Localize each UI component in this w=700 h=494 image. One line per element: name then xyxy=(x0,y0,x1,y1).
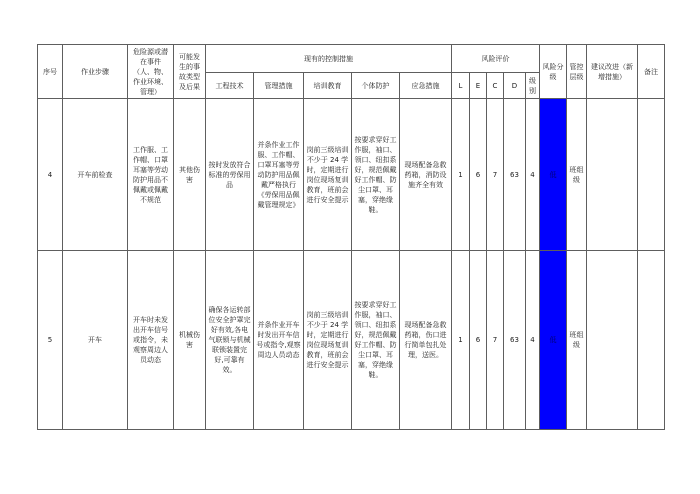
cell-emergency: 现场配备急救药箱，消防设施齐全有效 xyxy=(400,99,452,251)
cell-D: 63 xyxy=(504,99,526,251)
col-header-controls-group: 现有的控制措施 xyxy=(206,45,452,73)
cell-seq: 5 xyxy=(38,251,63,430)
col-header-accident: 可能发生的事故类型及后果 xyxy=(174,45,206,99)
table-row xyxy=(38,99,665,251)
cell-seq: 4 xyxy=(38,99,63,251)
cell-E: 6 xyxy=(470,251,487,430)
cell-level: 4 xyxy=(526,251,540,430)
table-body xyxy=(38,99,665,430)
cell-training: 岗前三级培训不少于 24 学时，定期进行岗位现场复训教育，班前会进行安全提示 xyxy=(304,99,352,251)
col-header-step: 作业步骤 xyxy=(63,45,128,99)
cell-control-level: 班组级 xyxy=(567,251,587,430)
cell-step: 开车前检查 xyxy=(63,99,128,251)
col-header-risk-rank: 风险分级 xyxy=(540,45,567,99)
cell-accident: 机械伤害 xyxy=(174,251,206,430)
col-header-L: L xyxy=(452,73,470,99)
risk-assessment-table xyxy=(37,44,665,430)
cell-L: 1 xyxy=(452,99,470,251)
col-header-level: 级别 xyxy=(526,73,540,99)
cell-emergency: 现场配备急救药箱，伤口进行简单包扎处理，送医。 xyxy=(400,251,452,430)
cell-step: 开车 xyxy=(63,251,128,430)
cell-hazard: 开车时未发出开车信号或指令，未观察周边人员动态 xyxy=(128,251,174,430)
header-row-group xyxy=(38,45,665,73)
cell-remark xyxy=(638,99,665,251)
cell-level: 4 xyxy=(526,99,540,251)
col-header-D: D xyxy=(504,73,526,99)
table-row xyxy=(38,251,665,430)
col-header-suggestion: 建议改进（新增措施） xyxy=(587,45,638,99)
cell-suggestion xyxy=(587,99,638,251)
table-header xyxy=(38,45,665,99)
cell-management: 并条作业工作服、工作帽、口罩耳塞等劳动防护用品佩戴严格执行《劳保用品佩戴管理规定》 xyxy=(254,99,304,251)
cell-engineering: 按时发放符合标准的劳保用品 xyxy=(206,99,254,251)
cell-ppe: 按要求穿好工作服，袖口、领口、纽扣系好，规范佩戴好工作帽、防尘口罩、耳塞，穿绝缘鞋。 xyxy=(352,99,400,251)
cell-E: 6 xyxy=(470,99,487,251)
cell-remark xyxy=(638,251,665,430)
col-header-risk-group: 风险评价 xyxy=(452,45,540,73)
cell-L: 1 xyxy=(452,251,470,430)
col-header-remark: 备注 xyxy=(638,45,665,99)
col-header-management: 管理措施 xyxy=(254,73,304,99)
cell-risk-rank: 低 xyxy=(540,251,567,430)
col-header-C: C xyxy=(487,73,504,99)
cell-hazard: 工作服、工作帽、口罩耳塞等劳动防护用品不佩戴或佩戴不规范 xyxy=(128,99,174,251)
col-header-control-level: 管控层级 xyxy=(567,45,587,99)
cell-control-level: 班组级 xyxy=(567,99,587,251)
col-header-engineering: 工程技术 xyxy=(206,73,254,99)
col-header-seq: 序号 xyxy=(38,45,63,99)
cell-suggestion xyxy=(587,251,638,430)
col-header-hazard: 危险源或潜在事件（人、物、作业环境、管理） xyxy=(128,45,174,99)
cell-D: 63 xyxy=(504,251,526,430)
cell-engineering: 确保各运转部位安全护罩完好有效,各电气联锁与机械联锁装置完好,可靠有效。 xyxy=(206,251,254,430)
col-header-training: 培训教育 xyxy=(304,73,352,99)
cell-risk-rank: 低 xyxy=(540,99,567,251)
cell-management: 并条作业开车时发出开车信号或指令,观察周边人员动态 xyxy=(254,251,304,430)
col-header-emergency: 应急措施 xyxy=(400,73,452,99)
cell-ppe: 按要求穿好工作服，袖口、领口、纽扣系好，规范佩戴好工作帽、防尘口罩、耳塞，穿绝缘鞋。 xyxy=(352,251,400,430)
cell-C: 7 xyxy=(487,99,504,251)
col-header-E: E xyxy=(470,73,487,99)
cell-accident: 其他伤害 xyxy=(174,99,206,251)
col-header-ppe: 个体防护 xyxy=(352,73,400,99)
cell-training: 岗前三级培训不少于 24 学时，定期进行岗位现场复训教育，班前会进行安全提示 xyxy=(304,251,352,430)
cell-C: 7 xyxy=(487,251,504,430)
